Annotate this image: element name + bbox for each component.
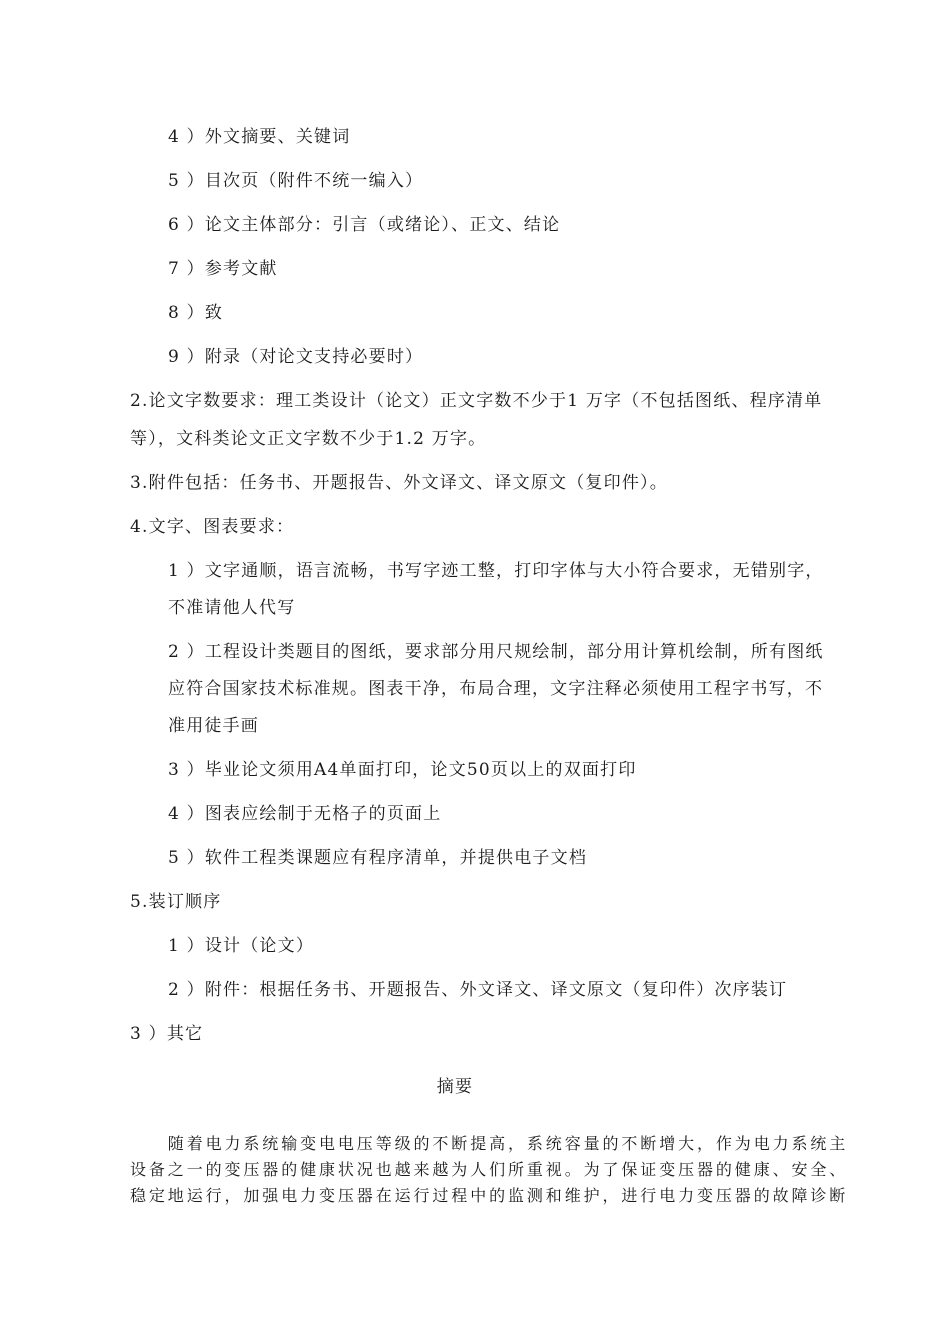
abstract-line-1: 随着电力系统输变电电压等级的不断提高，系统容量的不断增大，作为电力系统主: [130, 1134, 849, 1153]
attachments-requirement: 3.附件包括：任务书、开题报告、外文译文、译文原文（复印件）。: [130, 473, 668, 493]
structure-item-7: 7 ）参考文献: [168, 259, 278, 279]
text-chart-item-2-line2: 应符合国家技术标准规。图表干净，布局合理，文字注释必须使用工程字书写，不: [168, 679, 824, 699]
text-chart-item-1-line2: 不准请他人代写: [168, 598, 296, 618]
abstract-line-2: 设备之一的变压器的健康状况也越来越为人们所重视。为了保证变压器的健康、安全、: [130, 1160, 849, 1179]
structure-item-9: 9 ）附录（对论文支持必要时）: [168, 347, 424, 367]
word-count-requirement-line1: 2.论文字数要求：理工类设计（论文）正文字数不少于1 万字（不包括图纸、程序清单: [130, 391, 823, 411]
text-chart-item-2-line3: 准用徒手画: [168, 716, 259, 736]
text-chart-item-5: 5 ）软件工程类课题应有程序清单，并提供电子文档: [168, 848, 588, 868]
structure-item-6: 6 ）论文主体部分：引言（或绪论）、正文、结论: [168, 215, 561, 235]
structure-item-4: 4 ）外文摘要、关键词: [168, 127, 351, 147]
structure-item-8: 8 ）致: [168, 303, 224, 323]
binding-item-2: 2 ）附件：根据任务书、开题报告、外文译文、译文原文（复印件）次序装订: [168, 980, 788, 1000]
text-chart-item-4: 4 ）图表应绘制于无格子的页面上: [168, 804, 442, 824]
structure-item-5: 5 ）目次页（附件不统一编入）: [168, 171, 424, 191]
word-count-requirement-line2: 等），文科类论文正文字数不少于1.2 万字。: [130, 429, 487, 449]
text-chart-item-1-line1: 1 ）文字通顺，语言流畅，书写字迹工整，打印字体与大小符合要求，无错别字，: [168, 561, 824, 581]
binding-item-3: 3 ）其它: [130, 1024, 204, 1044]
binding-item-1: 1 ）设计（论文）: [168, 936, 315, 956]
binding-order-heading: 5.装订顺序: [130, 892, 222, 912]
abstract-title: 摘要: [436, 1077, 474, 1097]
text-chart-item-3: 3 ）毕业论文须用A4单面打印，论文50页以上的双面打印: [168, 760, 637, 780]
text-chart-item-2-line1: 2 ）工程设计类题目的图纸，要求部分用尺规绘制，部分用计算机绘制，所有图纸: [168, 642, 824, 662]
text-chart-heading: 4.文字、图表要求：: [130, 517, 295, 537]
abstract-line-3: 稳定地运行，加强电力变压器在运行过程中的监测和维护，进行电力变压器的故障诊断: [130, 1186, 849, 1205]
